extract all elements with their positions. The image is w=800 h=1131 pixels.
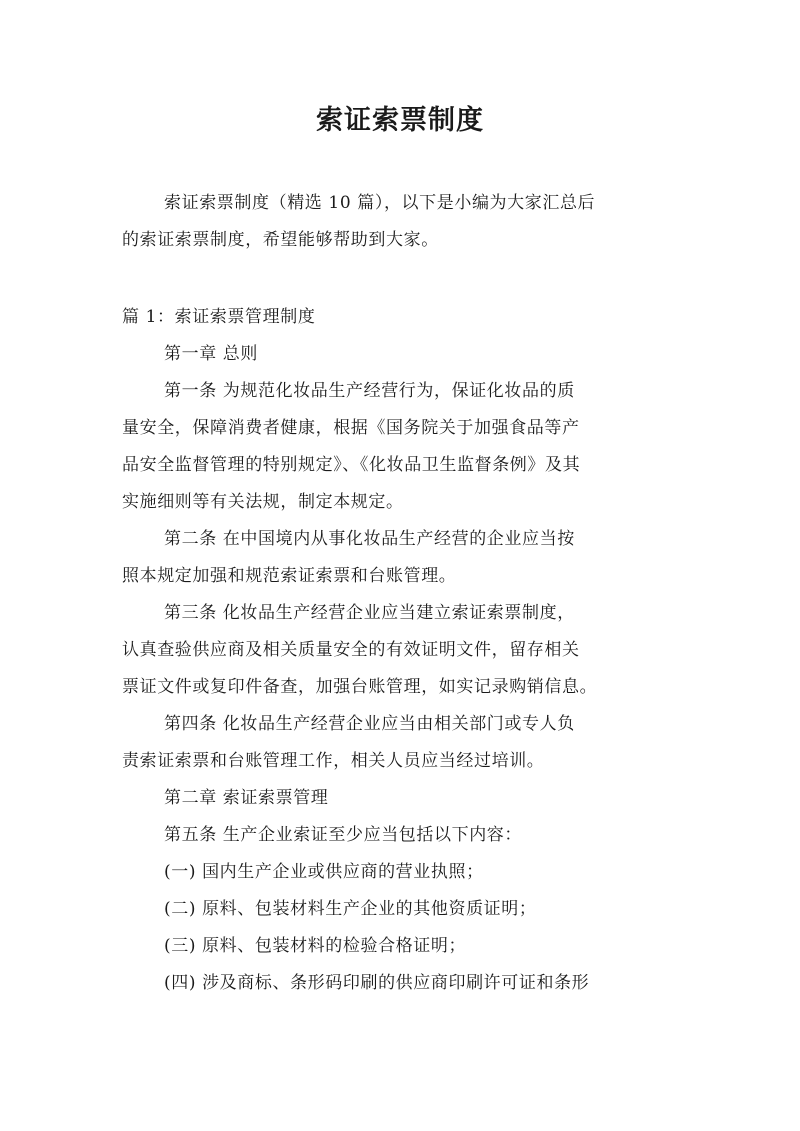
paragraph-line: 第四条 化妆品生产经营企业应当由相关部门或专人负 xyxy=(164,714,575,734)
intro-line-2: 的索证索票制度，希望能够帮助到大家。 xyxy=(122,230,439,250)
list-item: (一) 国内生产企业或供应商的营业执照； xyxy=(164,862,484,882)
list-item: (三) 原料、包装材料的检验合格证明； xyxy=(164,936,467,956)
paragraph-line: 票证文件或复印件备查，加强台账管理，如实记录购销信息。 xyxy=(122,677,598,697)
paragraph-line: 实施细则等有关法规，制定本规定。 xyxy=(122,492,404,512)
chapter-heading: 第一章 总则 xyxy=(164,344,259,364)
paragraph-line: 照本规定加强和规范索证索票和台账管理。 xyxy=(122,566,457,586)
list-item: (四) 涉及商标、条形码印刷的供应商印刷许可证和条形 xyxy=(164,973,590,993)
page-title: 索证索票制度 xyxy=(316,105,484,136)
section-heading: 篇 1：索证索票管理制度 xyxy=(122,307,316,327)
paragraph-line: 第二条 在中国境内从事化妆品生产经营的企业应当按 xyxy=(164,529,575,549)
paragraph-line: 量安全，保障消费者健康，根据《国务院关于加强食品等产 xyxy=(122,418,580,438)
paragraph-line: 第五条 生产企业索证至少应当包括以下内容： xyxy=(164,825,523,845)
chapter-heading: 第二章 索证索票管理 xyxy=(164,788,329,808)
list-item: (二) 原料、包装材料生产企业的其他资质证明； xyxy=(164,899,537,919)
intro-line-1: 索证索票制度（精选 10 篇），以下是小编为大家汇总后 xyxy=(164,193,596,213)
paragraph-line: 第三条 化妆品生产经营企业应当建立索证索票制度， xyxy=(164,603,575,623)
paragraph-line: 第一条 为规范化妆品生产经营行为，保证化妆品的质 xyxy=(164,381,575,401)
paragraph-line: 责索证索票和台账管理工作，相关人员应当经过培训。 xyxy=(122,751,545,771)
paragraph-line: 品安全监督管理的特别规定》、《化妆品卫生监督条例》及其 xyxy=(122,455,581,475)
paragraph-line: 认真查验供应商及相关质量安全的有效证明文件，留存相关 xyxy=(122,640,580,660)
